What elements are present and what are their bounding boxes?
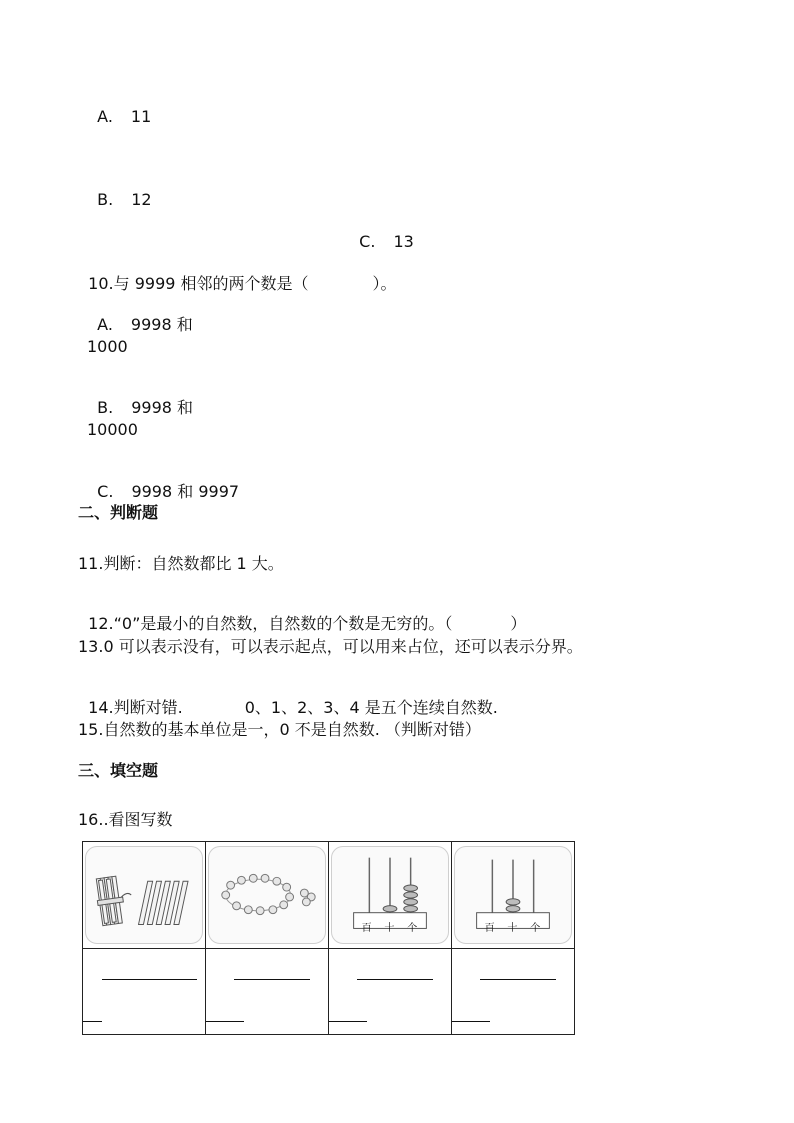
picture-cell-abacus-2 [452,842,575,949]
picture-row [83,842,575,949]
answer-cell[interactable] [83,949,206,1035]
q10-option-b-cont: 10000 [87,420,138,439]
picture-cell-sticks [83,842,206,949]
abacus-label-hundreds: 百 [484,923,495,934]
option-text: 9998 和 [131,398,194,417]
question-statement: 0、1、2、3、4 是五个连续自然数. [244,698,498,717]
answer-blank-line [234,979,310,980]
abacus-image [454,846,572,944]
abacus-label-ones: 个 [407,923,418,934]
option-text: 9998 和 [130,315,193,334]
answer-cell[interactable] [452,949,575,1035]
option-text: 13 [393,232,414,251]
section-title-fill-in: 三、填空题 [78,761,159,780]
q12 [78,594,526,634]
q10-option-a-cont: 1000 [87,337,128,356]
question-text: 14.判断对错. [88,698,183,717]
question-end: ）。 [372,274,397,293]
option-letter: C. [359,232,376,251]
q13: 13.0 可以表示没有，可以表示起点，可以用来占位，还可以表示分界。 [78,637,583,656]
abacus-label-hundreds: 百 [361,923,372,934]
q10-option-c [87,462,239,502]
abacus-label-tens: 十 [384,923,395,934]
q10-option-a [87,295,193,335]
option-letter: C. [97,482,114,501]
section-title-judgement: 二、判断题 [78,503,159,522]
abacus-labels [478,919,546,934]
option-letter: A. [97,107,113,126]
answer-blank-line [452,1021,490,1022]
answer-cell[interactable] [206,949,329,1035]
q9-option-b [87,170,152,210]
q15: 15.自然数的基本单位是一，0 不是自然数. （判断对错） [78,720,481,739]
answer-blank-line [480,979,556,980]
q14 [78,678,498,718]
q9-option-a [87,87,151,127]
option-letter: B. [97,190,114,209]
sticks-bundle-image [85,846,203,944]
option-letter: A. [97,315,113,334]
question-text: 12.“0”是最小的自然数，自然数的个数是无穷的。（ [88,614,453,633]
question-text: 10.与 9999 相邻的两个数是（ [88,274,309,293]
option-text: 11 [130,107,152,126]
picture-cell-beads [206,842,329,949]
answer-blank-line [83,1021,102,1022]
abacus-labels [355,919,423,934]
answer-blank-line [329,1021,367,1022]
abacus-label-tens: 十 [507,923,518,934]
q11: 11.判断：自然数都比 1 大。 [78,554,284,573]
option-text: 9998 和 9997 [131,482,240,501]
q16: 16..看图写数 [78,810,173,829]
q10-stem [78,254,397,294]
picture-table [82,841,575,1035]
answer-blank-line [357,979,433,980]
option-text: 12 [131,190,152,209]
picture-cell-abacus-1 [329,842,452,949]
q10-option-b [87,378,193,418]
abacus-label-ones: 个 [530,923,541,934]
question-end: ） [510,614,527,633]
option-letter: B. [97,398,114,417]
answer-blank-line [206,1021,244,1022]
answer-blank-line [102,979,197,980]
bead-ring-image [208,846,326,944]
abacus-image [331,846,449,944]
answer-cell[interactable] [329,949,452,1035]
answer-row [83,949,575,1035]
q9-option-c [349,212,414,252]
